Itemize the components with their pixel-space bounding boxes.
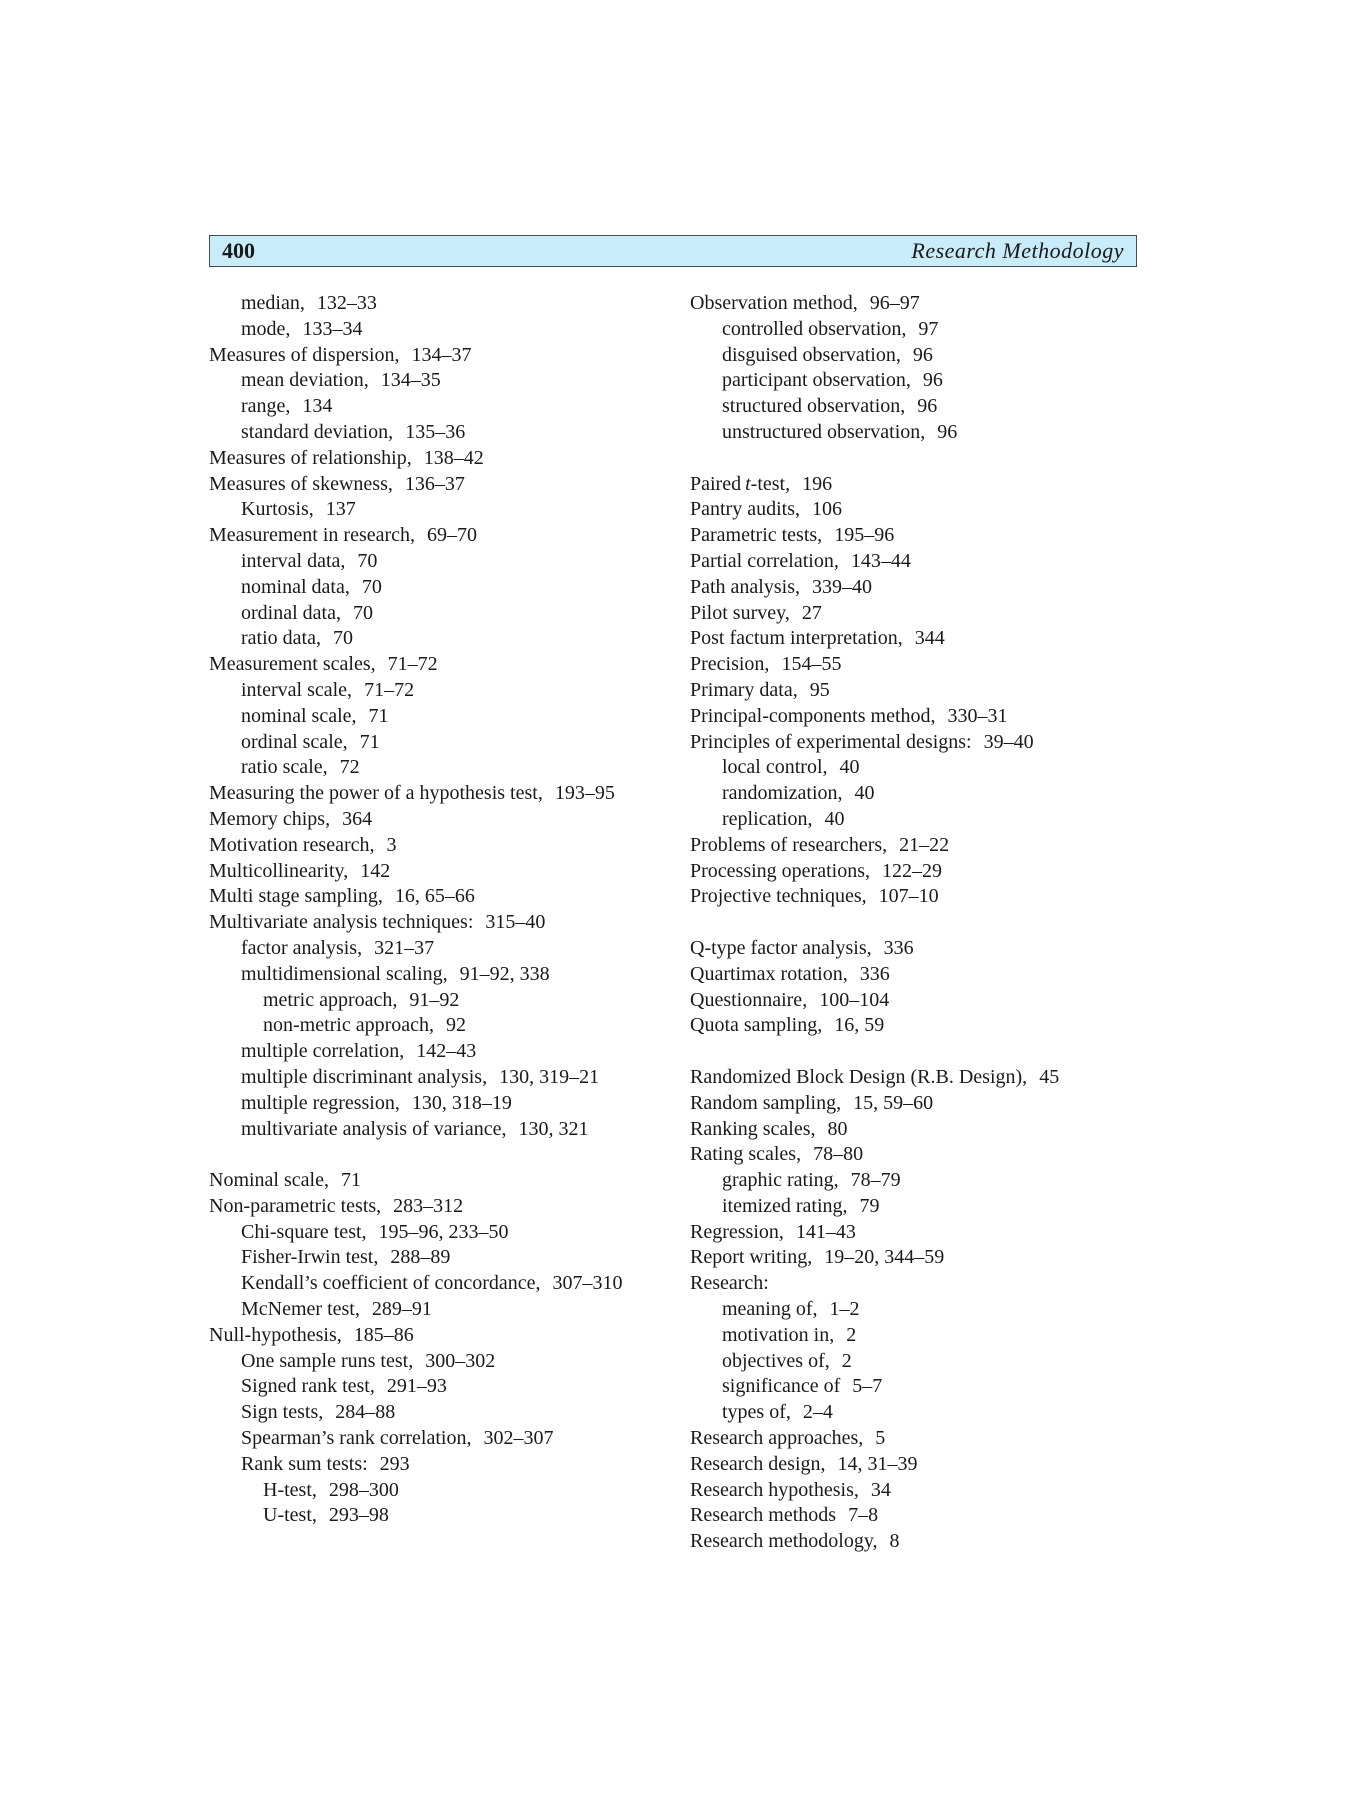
index-page-ref: 95: [809, 678, 830, 701]
index-term: nominal data,: [241, 575, 350, 598]
index-term: Partial correlation,: [690, 549, 839, 572]
index-gap: [690, 910, 1140, 936]
index-page-ref: 91–92, 338: [459, 962, 550, 985]
index-page-ref: 96–97: [869, 292, 920, 314]
index-subentry: [209, 962, 679, 988]
index-term: Problems of researchers,: [690, 833, 888, 856]
index-term: Pilot survey,: [690, 601, 790, 624]
index-entry: [690, 1452, 1140, 1478]
index-page-ref: 298–300: [328, 1478, 399, 1501]
index-entry: [690, 291, 1140, 317]
index-page-ref: 40: [824, 807, 845, 830]
index-subentry: [209, 1117, 679, 1143]
index-entry: [690, 884, 1140, 910]
index-page-ref: 3: [386, 833, 397, 856]
index-entry: [690, 730, 1140, 756]
index-term: Paired: [690, 472, 742, 495]
index-term: H-test,: [263, 1478, 317, 1501]
index-column-right: [690, 291, 1140, 1555]
index-entry: [690, 652, 1140, 678]
index-term: meaning of,: [722, 1298, 818, 1321]
index-term: replication,: [722, 807, 813, 830]
index-subentry: [209, 1400, 679, 1426]
index-page-ref: 5–7: [852, 1375, 883, 1398]
index-entry: [690, 601, 1140, 627]
index-page-ref: 70: [332, 627, 353, 650]
index-term: mean deviation,: [241, 369, 369, 392]
index-entry: [209, 523, 679, 549]
index-entry: [690, 833, 1140, 859]
index-page-ref: 71–72: [387, 653, 438, 676]
index-term: Observation method,: [690, 292, 858, 314]
index-term: ratio scale,: [241, 756, 328, 779]
index-term: Nominal scale,: [209, 1169, 329, 1192]
index-subentry: [209, 291, 679, 317]
index-entry: [690, 1426, 1140, 1452]
index-entry: [690, 859, 1140, 885]
index-subentry: [690, 1374, 1140, 1400]
index-page-ref: 330–31: [947, 704, 1008, 727]
index-page-ref: 27: [801, 601, 822, 624]
index-page-ref: 307–310: [552, 1272, 623, 1295]
index-page-ref: 321–37: [374, 936, 435, 959]
index-term: Rating scales,: [690, 1143, 802, 1166]
index-page-ref: 14, 31–39: [837, 1452, 918, 1475]
index-term: Measures of dispersion,: [209, 343, 400, 366]
index-term: standard deviation,: [241, 420, 394, 443]
index-term: types of,: [722, 1401, 791, 1424]
index-entry: [690, 1503, 1140, 1529]
index-subentry: [209, 704, 679, 730]
index-page-ref: 344: [914, 627, 945, 650]
index-subentry: [209, 1503, 679, 1529]
index-subentry: [209, 1297, 679, 1323]
index-page-ref: 69–70: [427, 524, 478, 547]
index-term: Research:: [690, 1272, 769, 1295]
index-page-ref: 138–42: [423, 446, 484, 469]
index-page-ref: 293: [379, 1452, 410, 1475]
index-page-ref: 70: [352, 601, 373, 624]
index-page-ref: 96: [937, 420, 958, 443]
index-subentry: [209, 1220, 679, 1246]
index-subentry: [690, 368, 1140, 394]
index-subentry: [690, 1400, 1140, 1426]
index-term: Projective techniques,: [690, 885, 867, 908]
index-subentry: [209, 755, 679, 781]
index-term: itemized rating,: [722, 1194, 848, 1217]
index-term: Null-hypothesis,: [209, 1323, 342, 1346]
index-subentry: [209, 678, 679, 704]
index-term: multivariate analysis of variance,: [241, 1117, 507, 1140]
index-page-ref: 1–2: [829, 1298, 860, 1321]
index-page-ref: 97: [918, 317, 939, 340]
index-page-ref: 71: [359, 730, 380, 753]
index-term: Research hypothesis,: [690, 1478, 859, 1501]
index-page-ref: 106: [812, 498, 842, 521]
index-entry: [209, 884, 679, 910]
index-term: Precision,: [690, 653, 770, 676]
index-page-ref: 15, 59–60: [853, 1091, 934, 1114]
index-page-ref: 122–29: [881, 859, 942, 882]
index-term: non-metric approach,: [263, 1014, 435, 1037]
index-page-ref: 79: [859, 1194, 880, 1217]
index-term: Processing operations,: [690, 859, 870, 882]
index-page-ref: 21–22: [899, 833, 950, 856]
index-page-ref: 195–96: [834, 524, 895, 547]
index-page-ref: 288–89: [390, 1246, 451, 1269]
index-term: Motivation research,: [209, 833, 375, 856]
index-subentry: [690, 755, 1140, 781]
index-subentry: [209, 1013, 679, 1039]
index-page-ref: 283–312: [393, 1194, 464, 1217]
index-page-ref: 130, 318–19: [411, 1091, 512, 1114]
index-entry: [209, 343, 679, 369]
index-page-ref: 7–8: [848, 1504, 879, 1527]
index-term: Measuring the power of a hypothesis test,: [209, 782, 543, 805]
index-term: U-test,: [263, 1504, 317, 1527]
index-gap: [690, 446, 1140, 472]
index-term: disguised observation,: [722, 343, 901, 366]
index-page-ref: 107–10: [878, 885, 939, 908]
index-entry: [690, 678, 1140, 704]
index-subentry: [690, 317, 1140, 343]
index-page-ref: 96: [922, 369, 943, 392]
index-page-ref: 300–302: [425, 1349, 496, 1372]
index-page-ref: 284–88: [335, 1401, 396, 1424]
index-subentry: [209, 1426, 679, 1452]
index-entry: [690, 472, 1140, 498]
index-subentry: [209, 1452, 679, 1478]
index-term: Primary data,: [690, 678, 798, 701]
index-page-ref: 92: [446, 1014, 467, 1037]
index-entry: [690, 936, 1140, 962]
index-term: Fisher-Irwin test,: [241, 1246, 379, 1269]
index-term: Post factum interpretation,: [690, 627, 903, 650]
index-subentry: [209, 368, 679, 394]
index-term: Random sampling,: [690, 1091, 842, 1114]
index-page-ref: 130, 321: [518, 1117, 589, 1140]
index-page-ref: 8: [889, 1530, 900, 1553]
running-header: [209, 235, 1137, 267]
index-page-ref: 45: [1039, 1065, 1060, 1088]
index-subentry: [209, 394, 679, 420]
index-term: Quota sampling,: [690, 1014, 823, 1037]
index-page-ref: 134–35: [380, 369, 441, 392]
index-term: Kurtosis,: [241, 498, 314, 521]
index-entry: [209, 910, 679, 936]
index-term: median,: [241, 292, 305, 314]
index-term-rest: -test,: [750, 472, 791, 495]
index-subentry: [690, 420, 1140, 446]
index-subentry: [209, 1349, 679, 1375]
index-subentry: [209, 1065, 679, 1091]
index-term: graphic rating,: [722, 1169, 839, 1192]
index-term: Sign tests,: [241, 1401, 324, 1424]
index-page-ref: 142–43: [416, 1040, 477, 1063]
index-term: structured observation,: [722, 395, 906, 418]
index-entry: [209, 833, 679, 859]
book-title: Research Methodology: [911, 238, 1124, 263]
index-page-ref: 40: [839, 756, 860, 779]
index-page-ref: 315–40: [485, 911, 546, 934]
index-page-ref: 185–86: [353, 1323, 414, 1346]
index-page-ref: 336: [883, 936, 914, 959]
index-page-ref: 133–34: [302, 317, 363, 340]
index-term: Non-parametric tests,: [209, 1194, 382, 1217]
index-page-ref: 78–79: [850, 1169, 901, 1192]
index-term: nominal scale,: [241, 704, 357, 727]
index-page-ref: 291–93: [386, 1375, 447, 1398]
index-page-ref: 96: [912, 343, 933, 366]
index-term: Q-type factor analysis,: [690, 936, 872, 959]
index-entry: [690, 988, 1140, 1014]
index-subentry: [690, 807, 1140, 833]
index-page-ref: 135–36: [405, 420, 466, 443]
index-term: Quartimax rotation,: [690, 962, 848, 985]
index-page-ref: 136–37: [404, 472, 465, 495]
index-page-ref: 34: [870, 1478, 891, 1501]
index-subentry: [209, 317, 679, 343]
index-entry: [690, 523, 1140, 549]
index-term: Multivariate analysis techniques:: [209, 911, 474, 934]
index-term: Kendall’s coefficient of concordance,: [241, 1272, 541, 1295]
index-entry: [209, 859, 679, 885]
index-term: multiple regression,: [241, 1091, 400, 1114]
index-term: motivation in,: [722, 1323, 835, 1346]
index-page-ref: 339–40: [812, 575, 872, 598]
index-entry: [690, 1117, 1140, 1143]
index-page-ref: 40: [854, 782, 875, 805]
index-subentry: [690, 1323, 1140, 1349]
index-subentry: [209, 420, 679, 446]
index-entry: [690, 1245, 1140, 1271]
index-entry: [690, 1142, 1140, 1168]
index-term: Path analysis,: [690, 575, 800, 598]
index-page-ref: 71: [340, 1169, 361, 1192]
index-term: Regression,: [690, 1220, 784, 1243]
index-term: Measurement scales,: [209, 653, 376, 676]
index-term: significance of: [722, 1375, 841, 1398]
index-entry: [209, 781, 679, 807]
index-page-ref: 142: [360, 859, 391, 882]
index-term: Measures of skewness,: [209, 472, 393, 495]
index-page-ref: 193–95: [554, 782, 615, 805]
index-subentry: [690, 1297, 1140, 1323]
index-term: factor analysis,: [241, 936, 363, 959]
index-term: Multicollinearity,: [209, 859, 349, 882]
index-page-ref: 19–20, 344–59: [824, 1246, 945, 1269]
index-page-ref: 16, 59: [834, 1014, 885, 1037]
index-entry: [690, 1478, 1140, 1504]
index-page-ref: 195–96, 233–50: [378, 1220, 509, 1243]
index-term: Parametric tests,: [690, 524, 823, 547]
index-entry: [209, 1194, 679, 1220]
index-term: multiple discriminant analysis,: [241, 1065, 488, 1088]
index-term: Research methodology,: [690, 1530, 878, 1553]
index-page-ref: 134: [302, 395, 333, 418]
index-subentry: [209, 1039, 679, 1065]
index-entry: [209, 1168, 679, 1194]
index-entry: [690, 1529, 1140, 1555]
index-term: One sample runs test,: [241, 1349, 414, 1372]
index-page-ref: 100–104: [819, 988, 890, 1011]
index-gap: [209, 1142, 679, 1168]
index-term: metric approach,: [263, 988, 398, 1011]
index-term: Research design,: [690, 1452, 826, 1475]
index-page-ref: 132–33: [316, 292, 377, 314]
index-page-ref: 80: [827, 1117, 848, 1140]
index-subentry: [209, 1271, 679, 1297]
index-entry: [690, 1065, 1140, 1091]
index-page-ref: 91–92: [409, 988, 460, 1011]
index-page-ref: 336: [859, 962, 890, 985]
index-term: multiple correlation,: [241, 1040, 405, 1063]
index-subentry: [209, 549, 679, 575]
index-page-ref: 5: [875, 1427, 886, 1450]
index-term: Ranking scales,: [690, 1117, 816, 1140]
index-page-ref: 78–80: [813, 1143, 864, 1166]
index-page-ref: 196: [802, 472, 833, 495]
index-subentry: [209, 601, 679, 627]
index-page-ref: 289–91: [371, 1298, 432, 1321]
index-page-ref: 71: [368, 704, 389, 727]
index-entry: [690, 626, 1140, 652]
index-entry: [690, 1013, 1140, 1039]
index-term: Measurement in research,: [209, 524, 416, 547]
index-term: multidimensional scaling,: [241, 962, 448, 985]
index-page-ref: 141–43: [795, 1220, 856, 1243]
index-subentry: [690, 343, 1140, 369]
index-page-ref: 154–55: [781, 653, 842, 676]
index-term: Rank sum tests:: [241, 1452, 368, 1475]
index-term: Measures of relationship,: [209, 446, 412, 469]
index-page-ref: 39–40: [983, 730, 1034, 753]
index-page-ref: 302–307: [483, 1427, 554, 1450]
index-column-left: [209, 291, 679, 1529]
index-entry: [209, 472, 679, 498]
index-page-ref: 2: [841, 1349, 852, 1372]
index-page-ref: 2–4: [802, 1401, 833, 1424]
index-subentry: [209, 497, 679, 523]
index-subentry: [209, 936, 679, 962]
index-term: range,: [241, 395, 291, 418]
index-entry: [690, 704, 1140, 730]
index-page-ref: 293–98: [328, 1504, 389, 1527]
index-term: mode,: [241, 317, 291, 340]
index-page-ref: 96: [917, 395, 938, 418]
index-subentry: [690, 781, 1140, 807]
index-page-ref: 70: [357, 549, 378, 572]
index-entry: [690, 1271, 1140, 1297]
index-term: objectives of,: [722, 1349, 830, 1372]
index-term: participant observation,: [722, 369, 911, 392]
index-term-italic: t: [745, 472, 751, 495]
index-term: Signed rank test,: [241, 1375, 375, 1398]
index-entry: [690, 1220, 1140, 1246]
index-term: Research approaches,: [690, 1427, 864, 1450]
index-gap: [690, 1039, 1140, 1065]
index-term: Randomized Block Design (R.B. Design),: [690, 1065, 1028, 1088]
index-term: local control,: [722, 756, 828, 779]
index-term: Pantry audits,: [690, 498, 800, 521]
index-subentry: [209, 626, 679, 652]
index-page-ref: 16, 65–66: [394, 885, 475, 908]
index-term: Principal-components method,: [690, 704, 936, 727]
index-term: Principles of experimental designs:: [690, 730, 972, 753]
index-entry: [690, 575, 1140, 601]
index-subentry: [690, 1349, 1140, 1375]
index-entry: [209, 652, 679, 678]
index-term: Report writing,: [690, 1246, 813, 1269]
index-term: Chi-square test,: [241, 1220, 367, 1243]
index-subentry: [209, 988, 679, 1014]
index-page-ref: 143–44: [850, 549, 911, 572]
index-term: interval data,: [241, 549, 346, 572]
index-term: unstructured observation,: [722, 420, 926, 443]
index-page-ref: 2: [846, 1323, 857, 1346]
index-entry: [690, 962, 1140, 988]
index-term: ratio data,: [241, 627, 321, 650]
index-subentry: [690, 394, 1140, 420]
index-subentry: [209, 1091, 679, 1117]
index-term: controlled observation,: [722, 317, 907, 340]
index-term: Memory chips,: [209, 807, 331, 830]
index-page-ref: 364: [342, 807, 373, 830]
index-term: Multi stage sampling,: [209, 885, 383, 908]
index-subentry: [690, 1168, 1140, 1194]
page-number: 400: [222, 238, 255, 263]
index-term: Questionnaire,: [690, 988, 808, 1011]
index-entry: [690, 497, 1140, 523]
index-entry: [690, 549, 1140, 575]
index-page-ref: 134–37: [411, 343, 472, 366]
index-term: ordinal data,: [241, 601, 341, 624]
index-subentry: [209, 730, 679, 756]
index-term: McNemer test,: [241, 1298, 360, 1321]
index-term: ordinal scale,: [241, 730, 348, 753]
index-entry: [690, 1091, 1140, 1117]
index-page-ref: 71–72: [364, 678, 415, 701]
index-subentry: [209, 1245, 679, 1271]
index-entry: [209, 807, 679, 833]
index-entry: [209, 446, 679, 472]
index-page-ref: 130, 319–21: [499, 1065, 600, 1088]
index-page-ref: 72: [339, 756, 360, 779]
index-term: Spearman’s rank correlation,: [241, 1427, 472, 1450]
index-term: Research methods: [690, 1504, 837, 1527]
index-subentry: [209, 1478, 679, 1504]
index-page-ref: 137: [325, 498, 356, 521]
index-term: randomization,: [722, 782, 843, 805]
index-subentry: [690, 1194, 1140, 1220]
index-entry: [209, 1323, 679, 1349]
index-page-ref: 70: [361, 575, 382, 598]
index-subentry: [209, 575, 679, 601]
index-subentry: [209, 1374, 679, 1400]
index-term: interval scale,: [241, 678, 353, 701]
